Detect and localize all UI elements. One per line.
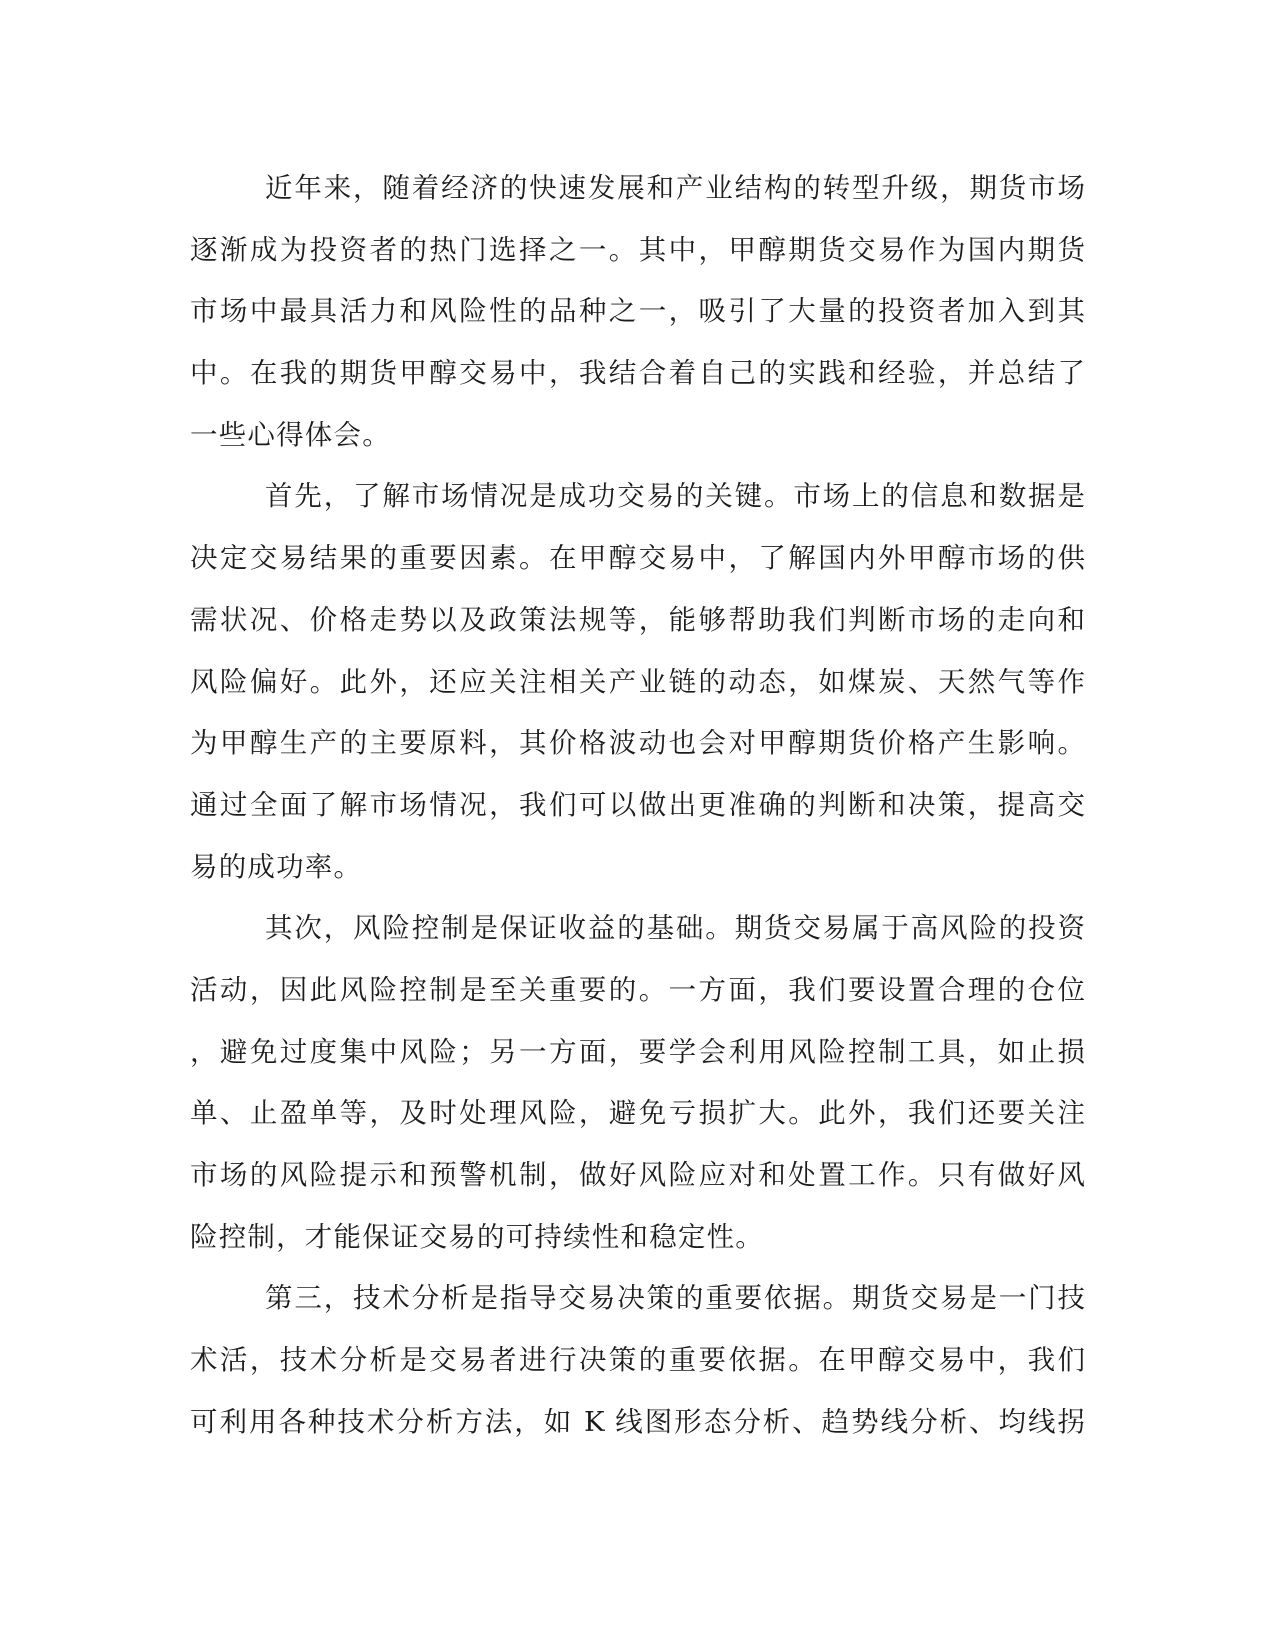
text-line: 活动，因此风险控制是至关重要的。一方面，我们要设置合理的仓位 <box>190 973 1085 1006</box>
text-line: 市场的风险提示和预警机制，做好风险应对和处置工作。只有做好风 <box>190 1159 1085 1191</box>
text-line: 术活，技术分析是交易者进行决策的重要依据。在甲醇交易中，我们 <box>190 1344 1085 1377</box>
text-line: 通过全面了解市场情况，我们可以做出更准确的判断和决策，提高交 <box>190 788 1085 821</box>
text-line: 需状况、价格走势以及政策法规等，能够帮助我们判断市场的走向和 <box>190 603 1085 636</box>
text-line: 中。在我的期货甲醇交易中，我结合着自己的实践和经验，并总结了 <box>190 357 1085 390</box>
body-text <box>190 158 1085 1453</box>
text-line: 险控制，才能保证交易的可持续性和稳定性。 <box>190 1220 764 1253</box>
text-line: 一些心得体会。 <box>190 418 391 451</box>
text-line: 单、止盈单等，及时处理风险，避免亏损扩大。此外，我们还要关注 <box>190 1097 1085 1130</box>
text-line: 可利用各种技术分析方法，如 K 线图形态分析、趋势线分析、均线拐 <box>190 1405 1085 1438</box>
paragraph-first-line: 第三，技术分析是指导交易决策的重要依据。期货交易是一门技 <box>265 1282 1085 1315</box>
paragraph-first-line: 近年来，随着经济的快速发展和产业结构的转型升级，期货市场 <box>265 172 1085 204</box>
text-line: 风险偏好。此外，还应关注相关产业链的动态，如煤炭、天然气等作 <box>190 665 1085 698</box>
paragraph-first-line: 其次，风险控制是保证收益的基础。期货交易属于高风险的投资 <box>265 912 1085 945</box>
text-line: 易的成功率。 <box>190 850 363 883</box>
text-line: 为甲醇生产的主要原料，其价格波动也会对甲醇期货价格产生影响。 <box>190 727 1085 760</box>
text-line: 市场中最具活力和风险性的品种之一，吸引了大量的投资者加入到其 <box>190 295 1085 328</box>
text-line: 决定交易结果的重要因素。在甲醇交易中，了解国内外甲醇市场的供 <box>190 542 1085 575</box>
text-line: ，避免过度集中风险；另一方面，要学会利用风险控制工具，如止损 <box>190 1035 1085 1068</box>
text-line: 逐渐成为投资者的热门选择之一。其中，甲醇期货交易作为国内期货 <box>190 233 1085 266</box>
paragraph-first-line: 首先，了解市场情况是成功交易的关键。市场上的信息和数据是 <box>265 480 1085 513</box>
